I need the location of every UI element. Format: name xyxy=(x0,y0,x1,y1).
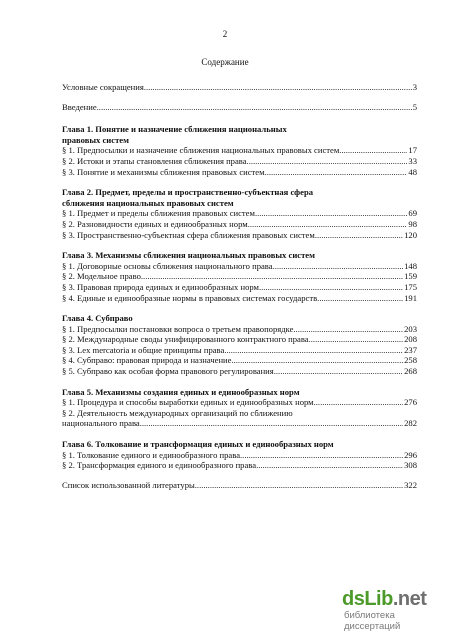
toc-entry xyxy=(62,271,417,282)
toc-entry-text: § 1. Предпосылки постановки вопроса о третьем правопорядке xyxy=(62,323,294,334)
toc-entry xyxy=(62,366,417,377)
toc-page-number: 98 xyxy=(408,218,417,229)
chapter-3 xyxy=(62,250,417,303)
toc-page-number: 268 xyxy=(404,366,417,377)
toc-page-number: 308 xyxy=(404,460,417,471)
toc-page-number: 258 xyxy=(404,355,417,366)
dot-leader xyxy=(293,324,403,335)
toc-entry-text: § 4. Субправо: правовая природа и назначение xyxy=(62,355,232,366)
dot-leader xyxy=(314,397,403,408)
dot-leader xyxy=(259,282,403,293)
chapter-title: Глава 4. Субправо xyxy=(62,313,133,324)
toc-entry-text: § 5. Субправо как особая форма правового регулирования xyxy=(62,366,274,377)
chapter-6 xyxy=(62,439,417,471)
toc-entry xyxy=(62,261,417,272)
chapter-1 xyxy=(62,124,417,177)
chapter-title: Глава 6. Толкование и трансформация единых и единообразных норм xyxy=(62,439,334,450)
toc-page-number: 208 xyxy=(404,334,417,345)
toc-page-number: 191 xyxy=(404,292,417,303)
toc-entry xyxy=(62,230,417,241)
toc-entry-text: § 1. Предмет и пределы сближения правовых систем xyxy=(62,208,255,219)
dot-leader xyxy=(317,293,403,304)
chapter-2 xyxy=(62,187,417,240)
toc-entry xyxy=(62,334,417,345)
logo-part1: dsLib xyxy=(342,588,393,610)
dot-leader xyxy=(240,450,403,461)
toc-entry-text: § 3. Понятие и механизмы сближения правовых систем xyxy=(62,166,265,177)
toc-entry xyxy=(62,167,417,178)
toc-entry xyxy=(62,450,417,461)
toc-entry-text: § 2. Трансформация единого и единообразного права xyxy=(62,460,257,471)
toc-entry xyxy=(62,345,417,356)
toc-page-number: 148 xyxy=(404,260,417,271)
toc-page-number: 33 xyxy=(408,155,417,166)
dot-leader xyxy=(97,102,412,113)
dot-leader xyxy=(309,334,403,345)
table-of-contents xyxy=(62,69,417,490)
dot-leader xyxy=(144,82,412,93)
dslib-watermark xyxy=(342,588,446,630)
toc-entry xyxy=(62,460,417,471)
toc-entry xyxy=(62,282,417,293)
dot-leader xyxy=(339,145,407,156)
toc-entry xyxy=(62,355,417,366)
toc-entry-text: Список использованной литературы xyxy=(62,479,195,490)
toc-entry xyxy=(62,156,417,167)
dot-leader xyxy=(247,156,408,167)
toc-entry-text: § 1. Процедура и способы выработки единых и единообразных норм xyxy=(62,397,314,408)
toc-page-number: 120 xyxy=(404,229,417,240)
toc-page-number: 69 xyxy=(408,208,417,219)
dslib-logo xyxy=(342,588,446,610)
dot-leader xyxy=(224,345,403,356)
dot-leader xyxy=(141,271,403,282)
chapter-title: Глава 5. Механизмы создания единых и единообразных норм xyxy=(62,386,300,397)
toc-page-number: 276 xyxy=(404,397,417,408)
toc-entry-introduction xyxy=(62,102,417,113)
dot-leader xyxy=(273,261,404,272)
toc-entry-abbreviations xyxy=(62,82,417,93)
toc-page-number: 322 xyxy=(404,479,417,490)
toc-entry-text: § 1. Предпосылки и назначение сближения национальных правовых систем xyxy=(62,145,340,156)
dot-leader xyxy=(248,219,408,230)
toc-entry xyxy=(62,293,417,304)
toc-entry xyxy=(62,418,417,429)
toc-entry-text: национального права xyxy=(62,418,140,429)
chapter-5 xyxy=(62,387,417,429)
chapter-title: Глава 3. Механизмы сближения национальных правовых систем xyxy=(62,250,315,261)
toc-page-number: 3 xyxy=(412,82,417,92)
toc-entry xyxy=(62,145,417,156)
watermark-subtitle: библиотека диссертаций xyxy=(344,610,401,632)
dot-leader xyxy=(315,230,403,241)
toc-entry-text: § 2. Международные своды унифицированного контрактного права xyxy=(62,334,309,345)
toc-page-number: 159 xyxy=(404,271,417,282)
toc-entry-text: § 3. Правовая природа единых и единообразных норм xyxy=(62,281,259,292)
toc-page-number: 203 xyxy=(404,323,417,334)
dot-leader xyxy=(195,480,403,491)
toc-heading: Содержание xyxy=(201,57,249,67)
toc-entry xyxy=(62,324,417,335)
dot-leader xyxy=(140,418,403,429)
toc-entry xyxy=(62,219,417,230)
toc-entry-text: § 4. Единые и единообразные нормы в правовых системах государств xyxy=(62,292,318,303)
chapter-title: Глава 2. Предмет, пределы и пространственно-субъектная сфера сближения национальных правовых систем xyxy=(62,187,314,208)
toc-entry xyxy=(62,397,417,408)
page-number: 2 xyxy=(222,29,228,39)
dot-leader xyxy=(255,208,407,219)
toc-entry-text: § 1. Толкование единого и единообразного права xyxy=(62,449,241,460)
toc-entry-text: § 3. Пространственно-субъектная сфера сближения правовых систем xyxy=(62,229,315,240)
toc-entry-text: Введение xyxy=(62,101,97,112)
toc-entry-text: § 2. Истоки и этапы становления сближения права xyxy=(62,155,247,166)
toc-entry-text: § 3. Lex mercatoria и общие принципы права xyxy=(62,344,225,355)
toc-page-number: 5 xyxy=(412,101,417,112)
toc-page-number: 237 xyxy=(404,344,417,355)
toc-entry-bibliography xyxy=(62,480,417,491)
toc-entry xyxy=(62,208,417,219)
chapter-title: Глава 1. Понятие и назначение сближения национальных правовых систем xyxy=(62,124,287,145)
chapter-4 xyxy=(62,313,417,377)
dot-leader xyxy=(265,167,408,178)
dot-leader xyxy=(256,460,403,471)
toc-entry-text: Условные сокращения xyxy=(62,82,144,92)
dot-leader xyxy=(274,366,403,377)
toc-page-number: 282 xyxy=(404,418,417,429)
toc-entry-wrapped-first-line: § 2. Деятельность международных организаций по сближению xyxy=(62,407,293,418)
toc-page-number: 48 xyxy=(408,166,417,177)
toc-entry-text: § 2. Разновидности единых и единообразных норм xyxy=(62,218,248,229)
toc-page-number: 175 xyxy=(404,281,417,292)
logo-part2: .net xyxy=(392,588,427,610)
toc-page-number: 296 xyxy=(404,449,417,460)
toc-entry-text: § 1. Договорные основы сближения национального права xyxy=(62,260,273,271)
dot-leader xyxy=(231,355,403,366)
toc-page-number: 17 xyxy=(408,145,417,156)
toc-entry-text: § 2. Модельное право xyxy=(62,271,141,282)
